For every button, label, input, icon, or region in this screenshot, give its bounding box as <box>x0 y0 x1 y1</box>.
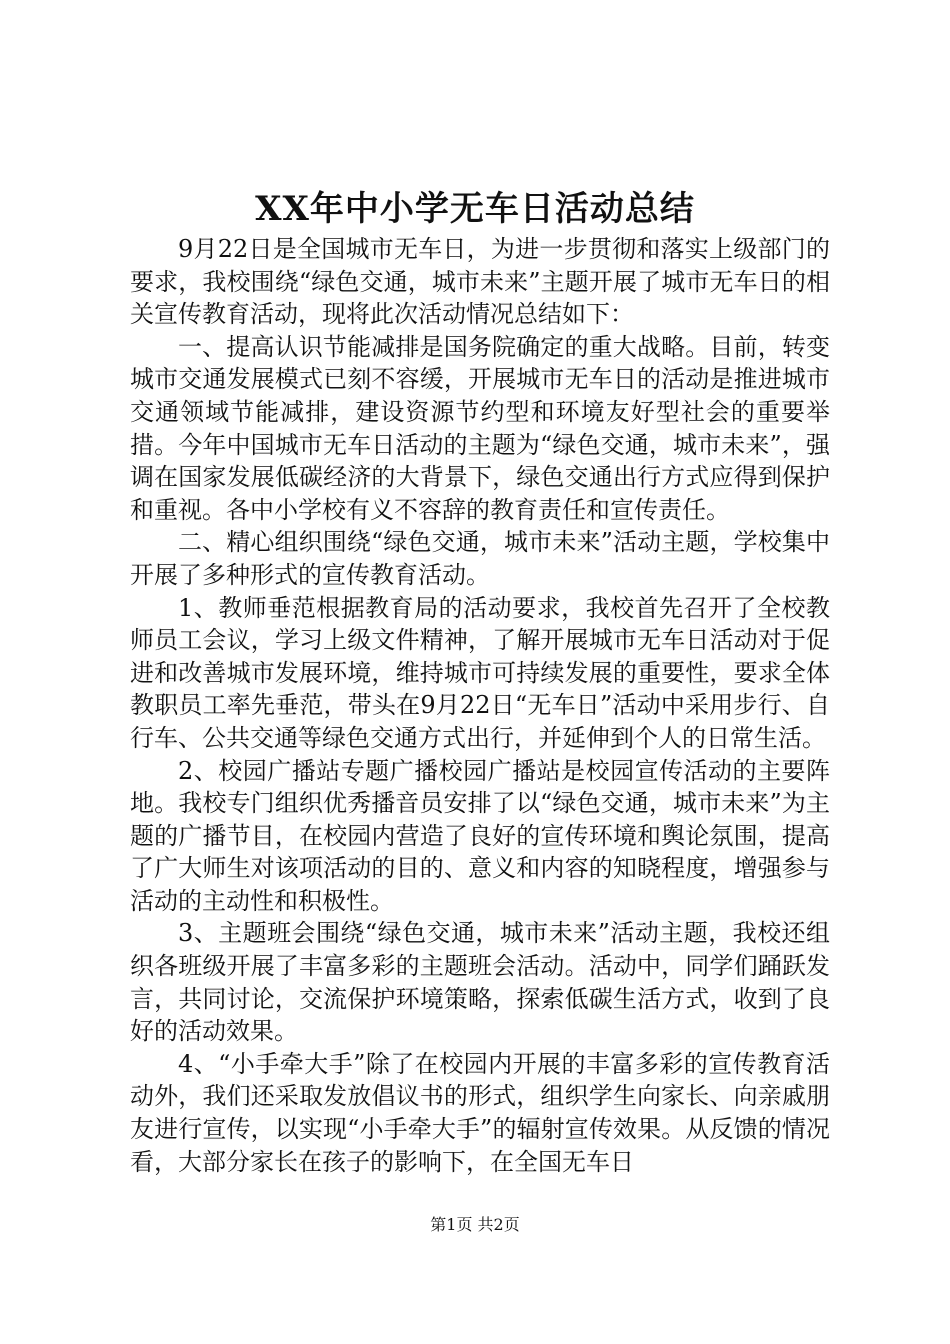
paragraph-item-4: 4、“小手牵大手”除了在校园内开展的丰富多彩的宣传教育活动外，我们还采取发放倡议书的形式，组织学生向家长、向亲戚朋友进行宣传，以实现“小手牵大手”的辐射宣传效果。从反馈的情况看，大部分家长在孩子的影响下，在全国无车日 <box>130 1049 830 1176</box>
paragraph-section-1: 一、提高认识节能减排是国务院确定的重大战略。目前，转变城市交通发展模式已刻不容缓，开展城市无车日的活动是推进城市交通领域节能减排，建设资源节约型和环境友好型社会的重要举措。今年中国城市无车日活动的主题为“绿色交通，城市未来”，强调在国家发展低碳经济的大背景下，绿色交通出行方式应得到保护和重视。各中小学校有义不容辞的教育责任和宣传责任。 <box>130 332 830 524</box>
paragraph-item-1: 1、教师垂范根据教育局的活动要求，我校首先召开了全校教师员工会议，学习上级文件精神，了解开展城市无车日活动对于促进和改善城市发展环境，维持城市可持续发展的重要性，要求全体教职员工率先垂范，带头在9月22日“无车日”活动中采用步行、自行车、公共交通等绿色交通方式出行，并延伸到个人的日常生活。 <box>130 593 830 752</box>
paragraph-intro: 9月22日是全国城市无车日，为进一步贯彻和落实上级部门的要求，我校围绕“绿色交通，城市未来”主题开展了城市无车日的相关宣传教育活动，现将此次活动情况总结如下： <box>130 235 830 329</box>
document-body <box>130 233 830 1178</box>
document-title: XX年中小学无车日活动总结 <box>255 189 695 229</box>
paragraph-section-2: 二、精心组织围绕“绿色交通，城市未来”活动主题，学校集中开展了多种形式的宣传教育活动。 <box>130 528 830 589</box>
paragraph-item-3: 3、主题班会围绕“绿色交通，城市未来”活动主题，我校还组织各班级开展了丰富多彩的主题班会活动。活动中，同学们踊跃发言，共同讨论，交流保护环境策略，探索低碳生活方式，收到了良好的活动效果。 <box>130 919 830 1046</box>
paragraph-item-2: 2、校园广播站专题广播校园广播站是校园宣传活动的主要阵地。我校专门组织优秀播音员安排了以“绿色交通，城市未来”为主题的广播节目，在校园内营造了良好的宣传环境和舆论氛围，提高了广大师生对该项活动的目的、意义和内容的知晓程度，增强参与活动的主动性和积极性。 <box>130 756 830 915</box>
page-footer: 第1页 共2页 <box>430 1215 520 1234</box>
